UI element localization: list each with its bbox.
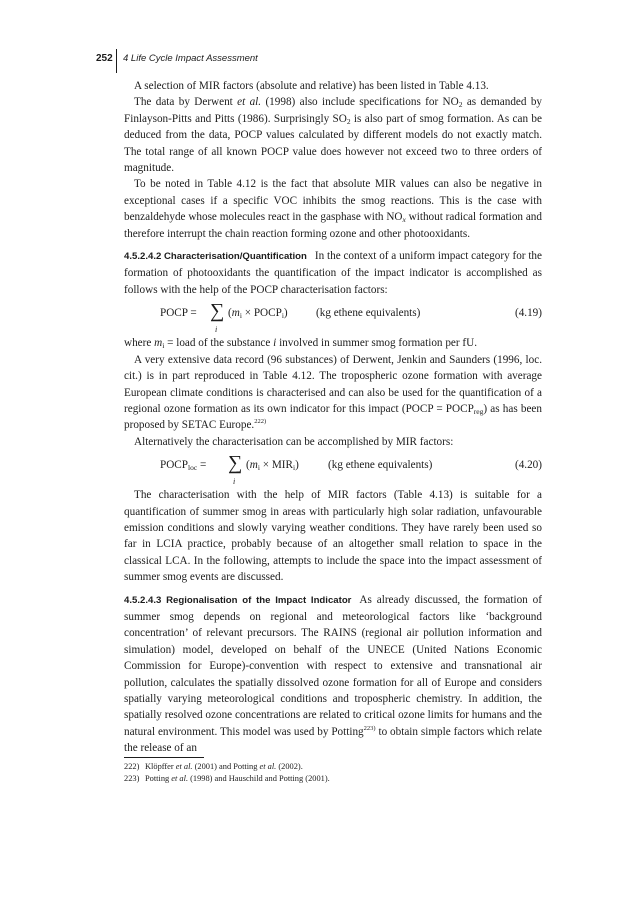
- section-characterisation: 4.5.2.4.2 Characterisation/Quantification In the context of a uniform impact category for the formation of photooxidants the quantification of the impact indicator is accomplished as follows with the help of the POCP characterisation factors:: [124, 250, 542, 296]
- page-number: 252: [96, 53, 113, 64]
- equation-number: (4.19): [514, 307, 542, 320]
- sum-symbol: ∑: [228, 452, 243, 475]
- paragraph: A very extensive data record (96 substances) of Derwent, Jenkin and Saunders (1996, loc. cit.) is in part reproduced in Table 4.12. The tropospheric ozone formation with average European climate conditions is characterised and can also be used for the quantification of a regional ozone formation as its own indicator for this impact (POCP = $POCP_{reg}$) as has been proposed by SETAC Europe.$^{222)}$: [124, 353, 542, 432]
- section-regionalisation: 4.5.2.4.3 Regionalisation of the Impact Indicator As already discussed, the formation of summer smog depends on regional and meteorological factors like ‘background concentration’ of relevant precursors. The RAINS (regional air pollution information and simulation) model, developed on behalf of the UNECE (United Nations Economic Commission for Europe)-convention with respect to extensive and transnational air pollution, calculates the spatially dissolved ozone formation for all of Europe and considers spatially varying meteorological conditions and tropospheric chemistry. In addition, the spatially resolved ozone concentrations are related to critical ozone limits for humans and the natural environment. This model was used by Potting$^{223)}$ to obtain simple factors which relate the release of an: [124, 593, 542, 755]
- paragraph: Alternatively the characterisation can be accomplished by MIR factors:: [134, 435, 454, 448]
- header-divider: [116, 49, 117, 73]
- equation-4-20: $POCP_{loc}$ = ∑ i $(m_i \times MIR_i)$ (kg ethene equivalents) (4.20): [160, 452, 542, 487]
- paragraph: To be noted in Table 4.12 is the fact that absolute MIR values can also be negative in exceptional cases if a specific VOC inhibits the smog reactions. This is the case with benzaldehyde whose molecules react in the gasphase with $NO_x$ without radical formation and therefore interrupt the chain reaction forming ozone and other photooxidants.: [124, 178, 542, 240]
- running-head: 4 Life Cycle Impact Assessment: [123, 53, 258, 64]
- section-heading: 4.5.2.4.2 Characterisation/Quantification: [124, 251, 307, 263]
- paragraph: A selection of MIR factors (absolute and relative) has been listed in Table 4.13.: [134, 80, 489, 92]
- footnote-divider: [124, 757, 204, 758]
- footnote: 223) Potting et al. (1998) and Hauschild and Potting (2001).: [124, 774, 330, 783]
- paragraph: The data by Derwent et al. (1998) also include specifications for $NO_2$ as demanded by Finlayson-Pitts and Pitts (1986). Surprisingly $SO_2$ is also part of smog formation. As can be deduced from the data, POCP values calculated by different models do not exactly match. The total range of all known POCP value does however not exceed two to three orders of magnitude.: [124, 96, 543, 175]
- footnote-ref: 222): [254, 418, 267, 426]
- equation-number: (4.20): [514, 459, 542, 472]
- body-text: [124, 78, 542, 757]
- section-heading: 4.5.2.4.3 Regionalisation of the Impact Indicator: [124, 594, 352, 606]
- paragraph: where $m_i$ = load of the substance i involved in summer smog formation per fU.: [124, 337, 478, 351]
- sum-symbol: ∑: [210, 300, 225, 323]
- footnotes: [124, 761, 542, 785]
- footnote: 222) Klöpffer et al. (2001) and Potting et al. (2002).: [124, 762, 303, 771]
- paragraph: The characterisation with the help of MIR factors (Table 4.13) is suitable for a quantification of summer smog in areas with particularly high solar radiation, unfavourable emission conditions and slowly varying weather conditions. They have rarely been used so far in LCIA practice, probably because of an altogether small relation to space in the classical LCA. In the following, attempts to include the space into the impact assessment of summer smog events are discussed.: [124, 489, 542, 584]
- equation-4-19: POCP = ∑ i ($m_i$ × $POCP_i$) (kg ethene equivalents) (4.19): [160, 300, 542, 335]
- footnote-ref: 223): [363, 724, 376, 732]
